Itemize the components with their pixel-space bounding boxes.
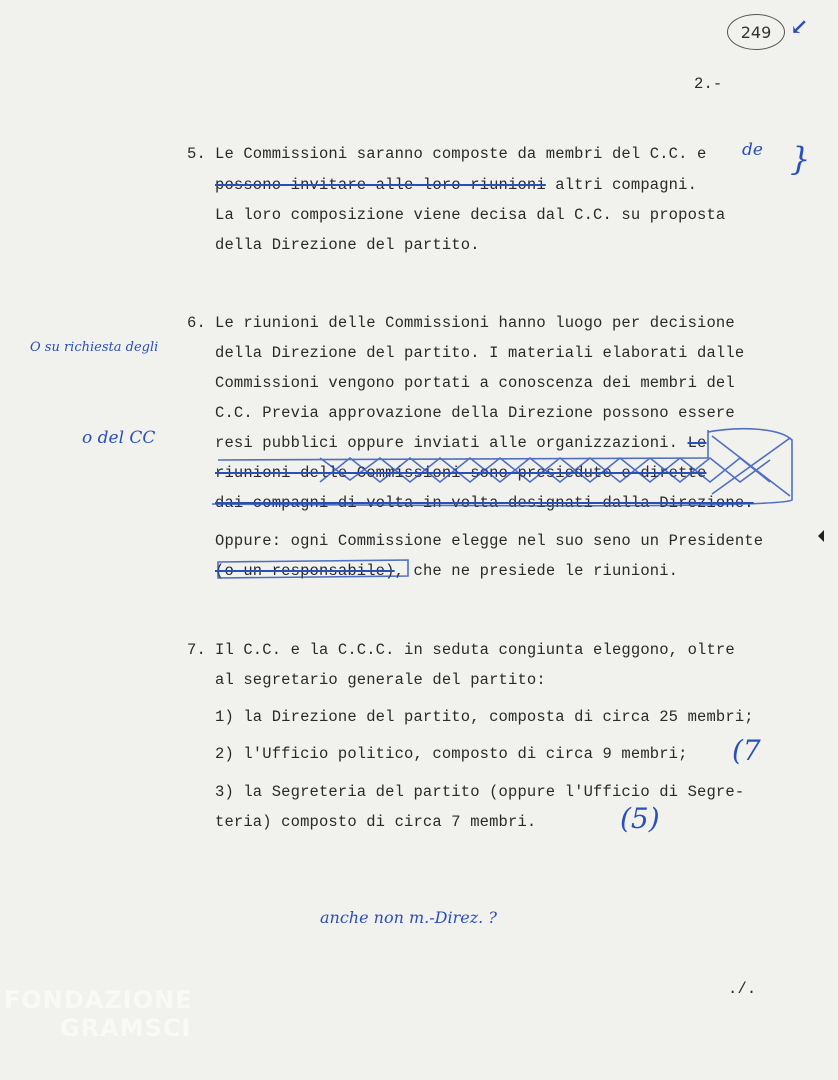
item7-line2: al segretario generale del partito: <box>215 671 546 689</box>
item7-sub3b: teria) composto di circa 7 membri. <box>215 813 537 831</box>
item6-margin-note-2: o del CC <box>82 428 156 448</box>
item6-line8: Oppure: ogni Commissione elegge nel suo seno un Presidente <box>215 532 764 550</box>
watermark-line1: FONDAZIONE <box>4 986 193 1014</box>
item6-line9-struck: (o un responsabile) <box>215 562 395 580</box>
item6-line1: Le riunioni delle Commissioni hanno luogo per decisione <box>215 314 735 332</box>
item5-number: 5. <box>187 145 206 163</box>
item6-line2: della Direzione del partito. I materiali elaborati dalle <box>215 344 745 362</box>
item6-margin-note-1: O su richiesta degli <box>30 340 159 355</box>
item6-line3: Commissioni vengono portati a conoscenza dei membri del <box>215 374 735 392</box>
item5-line1: Le Commissioni saranno composte da membri del C.C. e <box>215 145 707 163</box>
bottom-hand-note: anche non m.-Direz. ? <box>320 908 497 927</box>
item5-line2-rest: altri compagni. <box>545 176 698 194</box>
item7-hand-sub2: (7 <box>732 734 761 767</box>
check-arrow-mark: ↙ <box>790 14 809 40</box>
page-number: 2.- <box>694 75 723 93</box>
watermark-line2: GRAMSCI <box>60 1014 192 1042</box>
item6-line5-struck: Le <box>687 434 707 452</box>
item7-sub3a: 3) la Segreteria del partito (oppure l'Ufficio di Segre- <box>215 783 745 801</box>
item6-line6-struck: riunioni delle Commissioni sono presiedute e dirette <box>215 464 707 482</box>
item7-number: 7. <box>187 641 206 659</box>
item6-line7-struck: dai compagni di volta in volta designati dalla Direzione. <box>215 494 754 512</box>
item7-sub2: 2) l'Ufficio politico, composto di circa 9 membri; <box>215 745 688 763</box>
item7-sub1: 1) la Direzione del partito, composta di circa 25 membri; <box>215 708 754 726</box>
item6-number: 6. <box>187 314 206 332</box>
continuation-mark: ./. <box>728 980 757 998</box>
item7-hand-sub3: (5) <box>620 802 660 835</box>
archive-number: 249 <box>740 22 772 42</box>
item7-line1: Il C.C. e la C.C.C. in seduta congiunta eleggono, oltre <box>215 641 735 659</box>
item5-hand-insert: de <box>742 140 763 160</box>
item6-line5-text: resi pubblici oppure inviati alle organizzazioni. <box>215 434 679 452</box>
item6-line9-rest: , che ne presiede le riunioni. <box>394 562 679 580</box>
item5-line4: della Direzione del partito. <box>215 236 480 254</box>
item6-line4: C.C. Previa approvazione della Direzione possono essere <box>215 404 735 422</box>
item5-margin-brace: } <box>790 140 811 178</box>
item5-line3: La loro composizione viene decisa dal C.C. su proposta <box>215 206 726 224</box>
item5-line2-struck: possono invitare alle loro riunioni <box>215 176 546 194</box>
